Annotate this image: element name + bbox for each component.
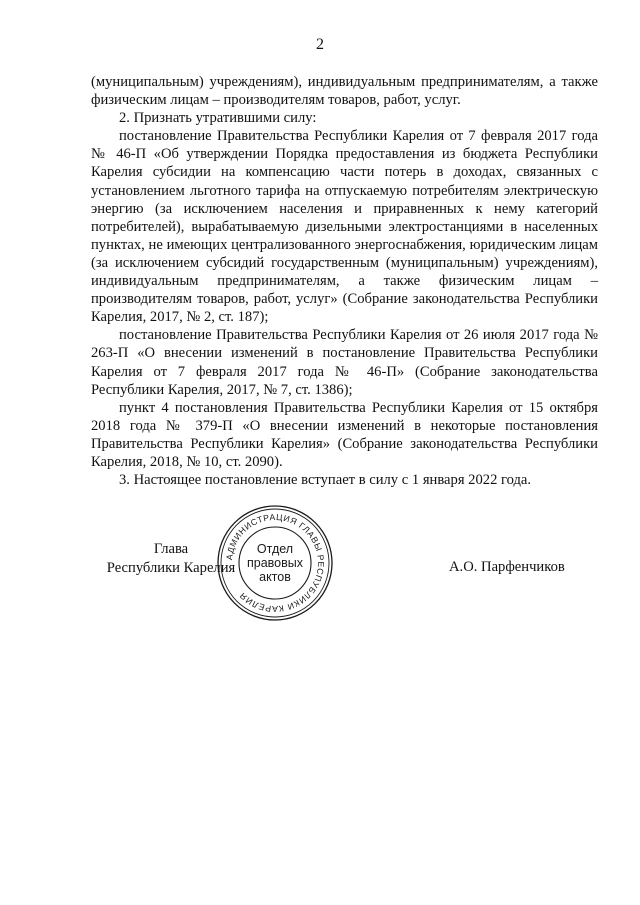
stamp-center-line3: актов <box>259 570 291 584</box>
paragraph-continuation: (муниципальным) учреждениям), индивидуальным предпринимателям, а также физическим лицам – производителям товаров, работ, услуг. <box>91 74 598 109</box>
signatory-position-line2: Республики Карелия <box>106 559 236 576</box>
document-body <box>91 73 598 489</box>
signatory-position-line1: Глава <box>153 541 189 557</box>
paragraph-repealed-decree-263p: постановление Правительства Республики Карелия от 26 июля 2017 года № 263-П «О внесении изменений в постановление Правительства Республики Карелия от 7 февраля 2017 года № 46-П» (Собрание законодательства Республики Карелия, 2017, № 7, ст. 1386); <box>91 327 598 398</box>
stamp-center-line2: правовых <box>247 556 303 570</box>
paragraph-repealed-decree-46p: постановление Правительства Республики Карелия от 7 февраля 2017 года № 46-П «Об утверждении Порядка предоставления из бюджета Республики Карелия субсидии на компенсацию части потерь в доходах, связанных с установлением льготного тарифа на отпускаемую потребителям электрическую энергию (за исключением населения и приравненных к нему категорий потребителей), вырабатываемую дизельными электростанциями в населенных пунктах, не имеющих централизованного энергоснабжения, юридическим лицам (за исключением субсидий государственным (муниципальным) учреждениям), индивидуальным предпринимателям, а также физическим лицам – производителям товаров, работ, услуг» (Собрание законодательства Республики Карелия, 2017, № 2, ст. 187); <box>91 128 598 326</box>
paragraph-item-3: 3. Настоящее постановление вступает в силу с 1 января 2022 года. <box>119 472 532 489</box>
department-stamp <box>215 503 335 623</box>
paragraph-repealed-point-379p: пункт 4 постановления Правительства Республики Карелия от 15 октября 2018 года № 379-П «О внесении изменений в некоторые постановления Правительства Республики Карелия» (Собрание законодательства Республики Карелия, 2018, № 10, ст. 2090). <box>91 399 598 470</box>
paragraph-item-2: 2. Признать утратившими силу: <box>119 110 317 127</box>
stamp-center-line1: Отдел <box>256 542 294 556</box>
stamp-ring-text: АДМИНИСТРАЦИЯ ГЛАВЫ РЕСПУБЛИКИ КАРЕЛИЯ <box>224 511 327 615</box>
page-number: 2 <box>316 36 324 53</box>
signatory-name: А.О. Парфенчиков <box>449 559 565 575</box>
